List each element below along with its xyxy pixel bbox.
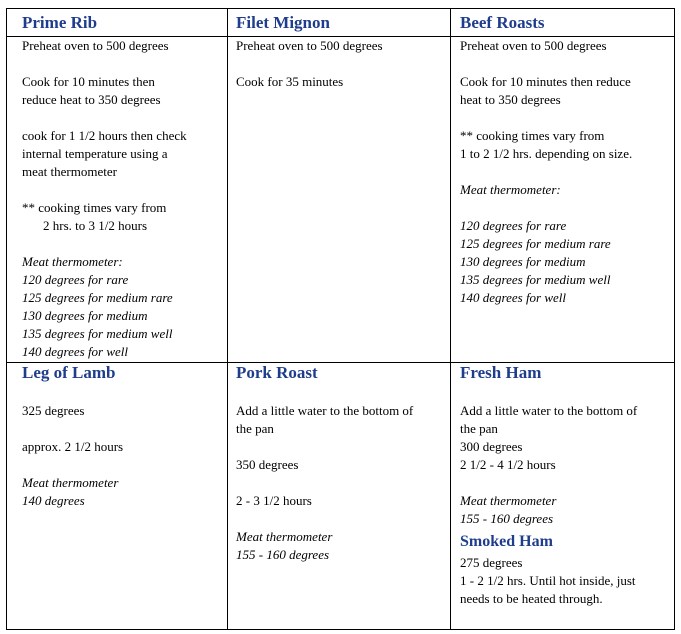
prime-rib-title: Prime Rib: [22, 13, 98, 32]
leg-of-lamb-line: 325 degrees: [22, 403, 85, 418]
fresh-ham-line: 300 degrees: [460, 439, 523, 454]
beef-roasts-line: Cook for 10 minutes then reduce: [460, 74, 631, 89]
prime-rib-temp: 125 degrees for medium rare: [22, 290, 173, 305]
prime-rib-line: Cook for 10 minutes then: [22, 74, 155, 89]
fresh-ham-card: [460, 402, 637, 608]
pork-roast-temp: 155 - 160 degrees: [236, 547, 330, 562]
smoked-ham-title: Smoked Ham: [460, 533, 553, 550]
leg-of-lamb-thermometer-label: Meat thermometer: [22, 475, 119, 490]
filet-mignon-line: Preheat oven to 500 degrees: [236, 38, 383, 53]
grid-line-col1: [227, 8, 228, 630]
leg-of-lamb-title: Leg of Lamb: [22, 363, 116, 382]
beef-roasts-title: Beef Roasts: [460, 13, 545, 32]
pork-roast-title: Pork Roast: [236, 363, 318, 382]
fresh-ham-title: Fresh Ham: [460, 363, 542, 382]
pork-roast-line: Add a little water to the bottom of: [236, 403, 414, 418]
beef-roasts-line: heat to 350 degrees: [460, 92, 561, 107]
leg-of-lamb-line: approx. 2 1/2 hours: [22, 439, 124, 454]
pork-roast-line: 350 degrees: [236, 457, 299, 472]
grid-line-bottom: [6, 629, 675, 630]
pork-roast-thermometer-label: Meat thermometer: [236, 529, 333, 544]
prime-rib-line: reduce heat to 350 degrees: [22, 92, 161, 107]
prime-rib-line: Preheat oven to 500 degrees: [22, 38, 169, 53]
prime-rib-line: internal temperature using a: [22, 146, 168, 161]
leg-of-lamb-temp: 140 degrees: [22, 493, 85, 508]
beef-roasts-temp: 135 degrees for medium well: [460, 272, 611, 287]
prime-rib-temp: 120 degrees for rare: [22, 272, 129, 287]
fresh-ham-line: the pan: [460, 421, 498, 436]
beef-roasts-temp: 140 degrees for well: [460, 290, 567, 305]
beef-roasts-note: ** cooking times vary from: [460, 128, 605, 143]
beef-roasts-note: 1 to 2 1/2 hrs. depending on size.: [460, 146, 633, 161]
filet-mignon-line: Cook for 35 minutes: [236, 74, 344, 89]
grid-line-right: [674, 8, 675, 630]
prime-rib-thermometer-label: Meat thermometer:: [22, 254, 123, 269]
filet-mignon-card: [236, 37, 383, 91]
grid-line-col2: [450, 8, 451, 630]
pork-roast-line: 2 - 3 1/2 hours: [236, 493, 312, 508]
fresh-ham-thermometer-label: Meat thermometer: [460, 493, 557, 508]
prime-rib-temp: 135 degrees for medium well: [22, 326, 173, 341]
prime-rib-temp: 130 degrees for medium: [22, 308, 148, 323]
leg-of-lamb-card: [22, 402, 123, 510]
smoked-ham-line: 275 degrees: [460, 555, 523, 570]
grid-line-top: [6, 8, 675, 9]
beef-roasts-line: Preheat oven to 500 degrees: [460, 38, 607, 53]
beef-roasts-temp: 125 degrees for medium rare: [460, 236, 611, 251]
filet-mignon-title: Filet Mignon: [236, 13, 330, 32]
prime-rib-card: [22, 37, 187, 361]
prime-rib-line: cook for 1 1/2 hours then check: [22, 128, 187, 143]
prime-rib-temp: 140 degrees for well: [22, 344, 129, 359]
beef-roasts-temp: 120 degrees for rare: [460, 218, 567, 233]
fresh-ham-temp: 155 - 160 degrees: [460, 511, 554, 526]
pork-roast-card: [236, 402, 413, 564]
pork-roast-line: the pan: [236, 421, 274, 436]
beef-roasts-thermometer-label: Meat thermometer:: [460, 182, 561, 197]
fresh-ham-line: 2 1/2 - 4 1/2 hours: [460, 457, 556, 472]
beef-roasts-card: [460, 37, 632, 307]
fresh-ham-line: Add a little water to the bottom of: [460, 403, 638, 418]
grid-line-left: [6, 8, 7, 630]
beef-roasts-temp: 130 degrees for medium: [460, 254, 586, 269]
prime-rib-note: ** cooking times vary from: [22, 200, 167, 215]
prime-rib-note: 2 hrs. to 3 1/2 hours: [43, 218, 147, 233]
prime-rib-line: meat thermometer: [22, 164, 117, 179]
smoked-ham-line: needs to be heated through.: [460, 591, 603, 606]
smoked-ham-line: 1 - 2 1/2 hrs. Until hot inside, just: [460, 573, 636, 588]
